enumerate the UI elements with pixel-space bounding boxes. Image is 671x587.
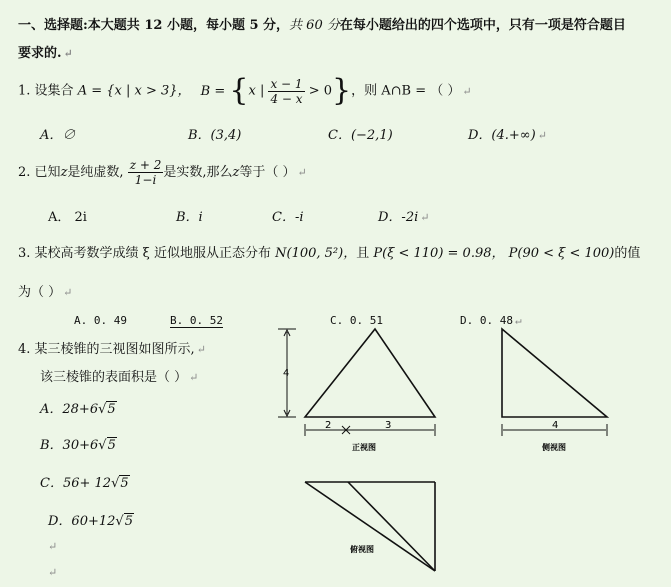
q2-number: 2. [18, 165, 31, 180]
return-mark: ↵ [48, 566, 58, 579]
q4-option-d-radicand: 5 [124, 514, 133, 529]
q2-option-a[interactable]: A． 2i [48, 210, 87, 225]
height-label: 4 [283, 368, 290, 379]
q1-set-a: A = {x | x > 3}， [77, 83, 191, 99]
q2-option-d-text: D．-2i [378, 210, 419, 225]
return-mark: ↵ [462, 84, 472, 98]
question-1 [18, 73, 472, 108]
return-mark: ↵ [196, 343, 206, 356]
q3-stem-b: 且 [356, 246, 370, 261]
sqrt-sign: √5 [98, 402, 116, 417]
return-mark: ↵ [297, 166, 307, 179]
q2-frac-den: 1−i [134, 173, 157, 187]
return-mark: ↵ [63, 286, 73, 299]
return-mark: ↵ [48, 540, 58, 553]
q1-frac-num: x − 1 [270, 76, 303, 91]
header-line2-text: 要求的. [18, 46, 62, 61]
side-view-label: 侧视图 [542, 443, 566, 452]
q2-stem-b: 是纯虚数, [67, 165, 124, 180]
q3-prob-1: P(ξ < 110) = 0.98， [373, 246, 505, 261]
q1-option-d[interactable] [468, 124, 547, 143]
q3-prob-2: P(90 < ξ < 100) [508, 246, 615, 261]
side-width-label: 4 [552, 420, 559, 431]
q4-option-b[interactable] [40, 434, 117, 453]
section-header-line2 [18, 42, 73, 61]
question-2 [18, 158, 307, 187]
return-mark: ↵ [537, 129, 547, 142]
return-mark: ↵ [514, 314, 522, 327]
return-mark: ↵ [420, 211, 430, 224]
q3-option-b[interactable] [170, 314, 223, 327]
q2-var-z-2: z [232, 165, 240, 180]
front-view-label: 正视图 [352, 443, 376, 452]
q3-line2 [18, 281, 72, 300]
header-part-c: 在每小题给出的四个选项中，只有一项是符合题目 [339, 18, 626, 33]
question-3 [18, 242, 640, 261]
side-view-triangle [502, 329, 607, 417]
q1-set-b-var: x | [248, 83, 265, 99]
q1-number: 1. [18, 83, 31, 99]
three-view-figure [270, 320, 650, 580]
section-header [18, 14, 626, 33]
q1-tail: ，则 A∩B = （ ） [351, 83, 461, 99]
q3-distribution: N(100, 5²)， [275, 246, 357, 261]
q1-option-c[interactable]: C．(−2,1) [328, 128, 393, 143]
q4-stem-line2 [40, 366, 198, 385]
header-part-b: 共 60 分 [289, 18, 340, 33]
q2-var-z: z [60, 165, 68, 180]
top-view-shape [305, 482, 435, 571]
q2-fraction [128, 158, 164, 187]
q3-stem-a: 某校高考数学成绩 ξ 近似地服从正态分布 [34, 246, 271, 261]
q3-option-c[interactable]: C. 0. 51 [330, 314, 383, 327]
q1-frac-den: 4 − x [270, 91, 303, 106]
q4-option-a-radicand: 5 [107, 402, 116, 417]
q4-stem: 某三棱锥的三视图如图所示, [34, 342, 195, 357]
top-view-label: 俯视图 [350, 545, 374, 554]
q4-stem2-text: 该三棱锥的表面积是（ ） [40, 370, 188, 385]
q4-option-c-lead: C．56+ 12 [40, 476, 112, 491]
q2-option-c[interactable]: C．-i [272, 210, 304, 225]
sqrt-sign: √5 [98, 438, 116, 453]
q4-option-d[interactable] [48, 510, 134, 529]
q3-option-a[interactable]: A. 0. 49 [74, 314, 127, 327]
q4-option-b-lead: B．30+6 [40, 438, 99, 453]
q1-set-b-prefix: B = [200, 83, 226, 99]
q1-fraction [268, 77, 304, 106]
q1-option-a[interactable]: A．∅ [40, 128, 76, 143]
return-mark: ↵ [189, 371, 199, 384]
q1-stem: 设集合 [34, 83, 74, 99]
q2-option-b[interactable]: B．i [176, 210, 203, 225]
q1-brace-right: } [332, 73, 352, 108]
q4-option-a[interactable] [40, 398, 117, 417]
q1-option-d-text: D．(4.+∞) [468, 128, 536, 143]
q3-line2-text: 为（ ） [18, 285, 62, 300]
q4-option-c[interactable] [40, 472, 130, 491]
q2-frac-num: z + 2 [129, 158, 162, 172]
q1-option-b[interactable]: B．(3,4) [188, 128, 242, 143]
q4-option-b-radicand: 5 [107, 438, 116, 453]
q1-brace-left: { [229, 73, 249, 108]
q2-stem-a: 已知 [34, 165, 61, 180]
base-right-label: 3 [385, 420, 392, 431]
q2-stem-c: 是实数,那么 [163, 165, 233, 180]
header-part-a: 一、选择题:本大题共 12 小题，每小题 5 分， [18, 18, 290, 33]
q2-stem-d: 等于（ ） [239, 165, 296, 180]
sqrt-sign: √5 [115, 514, 133, 529]
q4-option-a-lead: A．28+6 [40, 402, 99, 417]
base-left-label: 2 [325, 420, 332, 431]
q2-option-d[interactable] [378, 206, 429, 225]
q3-option-d-text: D. 0. 48 [460, 314, 513, 327]
question-4 [18, 338, 206, 357]
q3-number: 3. [18, 246, 31, 261]
q4-number: 4. [18, 342, 31, 357]
q3-stem-c: 的值 [614, 246, 641, 261]
q4-option-d-lead: D．60+12 [48, 514, 116, 529]
return-mark: ↵ [63, 47, 73, 60]
q3-option-b-text: B. 0. 52 [170, 314, 223, 327]
sqrt-sign: √5 [111, 476, 129, 491]
q4-option-c-radicand: 5 [120, 476, 129, 491]
front-view-triangle [305, 329, 435, 417]
q1-set-b-cond: > 0 [308, 83, 332, 99]
